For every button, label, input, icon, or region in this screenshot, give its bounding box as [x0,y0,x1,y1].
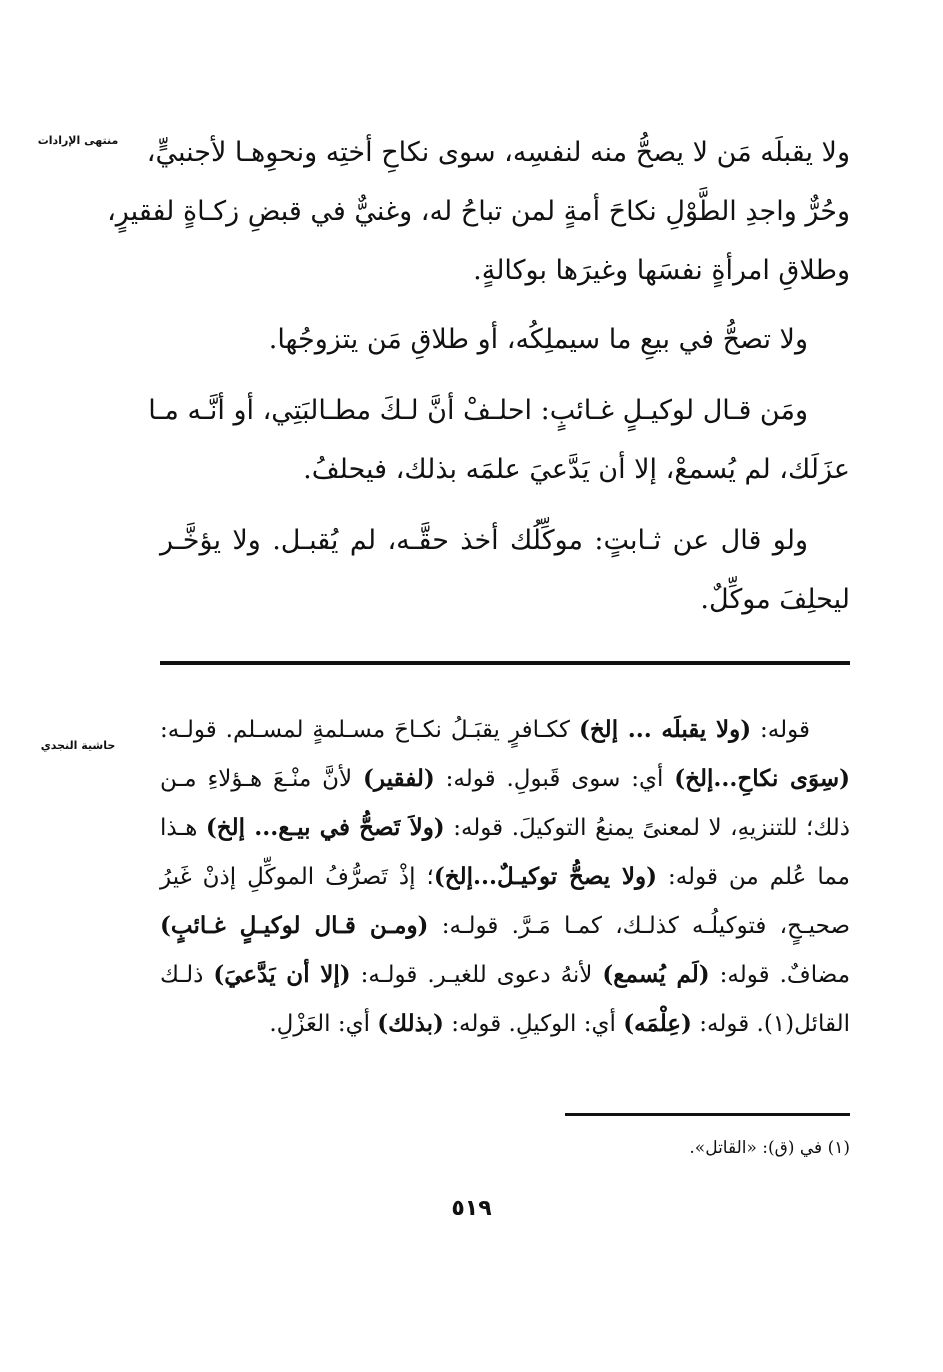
section-divider [160,661,850,665]
commentary-line [160,865,850,889]
commentary-run: القائل(١). قوله: [691,1011,850,1037]
commentary-run: أي: العَزْلِ. [269,1011,378,1037]
main-text-line: ليحلِفَ موكِّلٌ. [700,584,850,615]
quoted-phrase: (إلا أن يَدَّعيَ) [213,961,351,988]
footnote: (١) في (ق): «القاتل». [689,1138,850,1158]
commentary-line [160,963,850,987]
commentary-run: أي: الوكيلِ. قوله: [443,1011,624,1037]
quoted-phrase: (عِلْمَه) [623,1010,692,1037]
page-number: ٥١٩ [451,1196,492,1221]
margin-label-commentary-title: حاشية النجدي [40,739,116,752]
quoted-phrase: (ومـن قـال لوكيـلٍ غـائبٍ) [160,912,429,939]
commentary-run: مضافٌ. قوله: [709,962,851,988]
footnote-divider [565,1113,850,1116]
commentary-run: لأنَّ منْـعَ هـؤلاءِ مـن [160,766,364,792]
main-text-line: ومَن قـال لوكيـلٍ غـائبٍ: احلـفْ أنَّ لـكَ مطـالبَتِي، أو أنَّـه مـا [148,395,808,426]
commentary-run: صحيـحٍ، فتوكيلُـه كذلـك، كمـا مَـرَّ. قولـه: [428,913,850,939]
quoted-phrase: (ولا يقبلَه ... إلخ) [578,716,752,743]
quoted-phrase: (ولا يصحُّ توكيـلٌ...إلخ) [433,863,657,890]
main-text-line: وطلاقِ امرأةٍ نفسَها وغيرَها بوكالةٍ. [473,255,850,286]
commentary-line [160,718,810,742]
commentary-run: أي: سوى قَبولِ. قوله: [434,766,675,792]
commentary-run: لأنهُ دعوى للغيـر. قولـه: [350,962,603,988]
main-text-line: وحُرٌّ واجدِ الطَّوْلِ نكاحَ أمةٍ لمن تباحُ له، وغنيٌّ في قبضِ زكـاةٍ لفقيرٍ، [107,196,850,227]
quoted-phrase: (لَم يُسمع) [602,961,710,988]
commentary-run: ؛ إذْ تَصرُّفُ الموكِّلِ إذنْ غَيرُ [160,864,434,890]
commentary-line [160,914,850,938]
commentary-line [269,1012,850,1036]
commentary-run: ذلـك [160,962,214,988]
margin-label-book-title: منتهى الإرادات [37,134,119,147]
main-text-line: ولا تصحُّ في بيعِ ما سيملِكُه، أو طلاقِ مَن يتزوجُها. [268,324,808,355]
commentary-run: ذلك؛ للتنزيهِ، لا لمعنىً يمنعُ التوكيلَ. قوله: [444,815,850,841]
main-text-line: عزَلَك، لم يُسمعْ، إلا أن يَدَّعيَ علمَه بذلك، فيحلفُ. [303,454,850,485]
commentary-run: قوله: [751,717,811,743]
commentary-run: هـذا [160,815,206,841]
commentary-run: ككـافرٍ يقبَـلُ نكـاحَ مسـلمةٍ لمسـلم. قولـه: [160,717,579,743]
quoted-phrase: (بذلك) [377,1010,444,1037]
commentary-line [160,816,850,840]
main-text-line: ولا يقبلَه مَن لا يصحُّ منه لنفسِه، سوى نكاحِ أختِه ونحوِهـا لأجنبيٍّ، [146,137,850,168]
quoted-phrase: (لفقير) [363,765,435,792]
quoted-phrase: (ولاَ تَصحُّ في بيـع... إلخ) [205,814,445,841]
commentary-line [160,767,850,791]
commentary-run: مما عُلم من قوله: [657,864,850,890]
quoted-phrase: (سِوَى نكاحِ...إلخ) [674,765,850,792]
main-text-line: ولو قال عن ثـابتٍ: موكِّلُك أخذ حقَّـه، لم يُقبـل. ولا يؤخَّـر [160,525,808,556]
